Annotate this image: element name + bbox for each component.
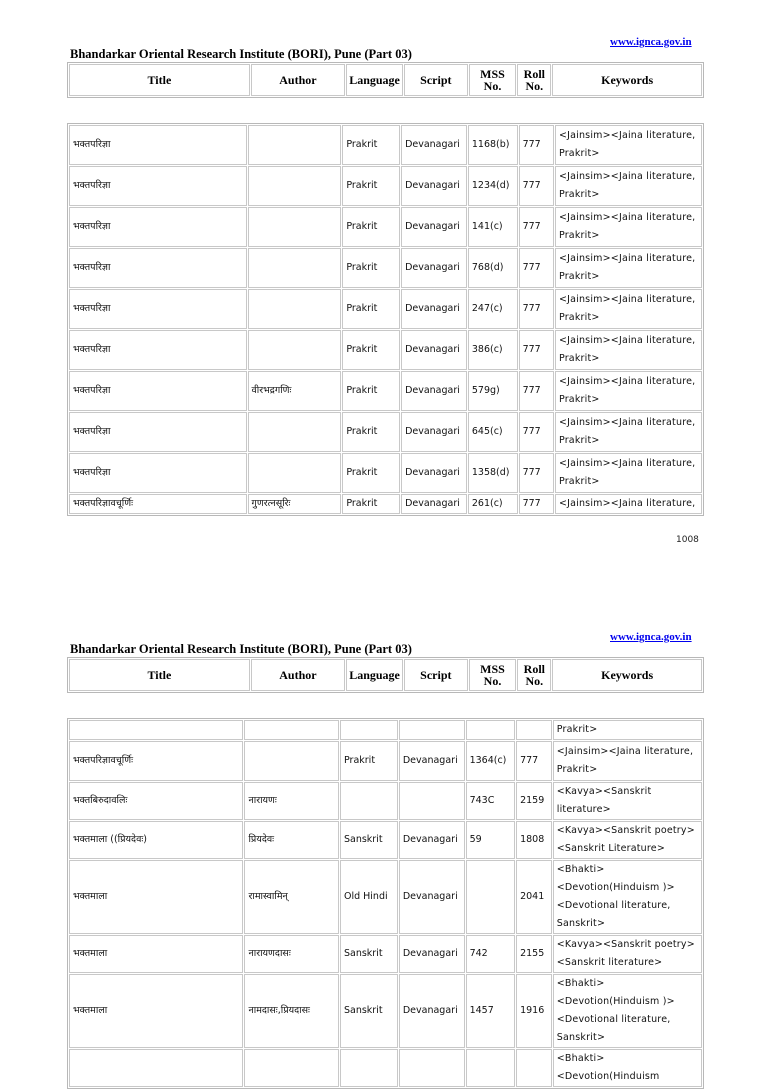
cell-author [248,125,342,165]
cell-author: गुणरत्नसूरिः [248,494,342,514]
cell-title: भक्तपरिज्ञा [69,289,247,329]
cell-language: Prakrit [342,330,400,370]
cell-language: Prakrit [342,289,400,329]
cell-roll: 777 [516,741,552,781]
cell-keywords: <Kavya><Sanskrit poetry><Sanskrit literature> [553,935,702,973]
cell-keywords: <Jainsim><Jaina literature, Prakrit> [555,207,702,247]
cell-language: Prakrit [342,248,400,288]
cell-title: भक्तपरिज्ञा [69,125,247,165]
col-author: Author [251,64,345,96]
cell-keywords: <Jainsim><Jaina literature, Prakrit> [555,166,702,206]
cell-author [248,330,342,370]
data-table [67,718,704,1089]
cell-script: Devanagari [401,371,467,411]
cell-author [248,412,342,452]
column-header-table [67,62,704,98]
table-row [69,166,702,206]
table-row [69,935,702,973]
cell-author [244,741,339,781]
cell-author [248,166,342,206]
col-roll: Roll No. [517,659,551,691]
cell-title: भक्तपरिज्ञा [69,371,247,411]
cell-script [399,720,465,740]
cell-mss: 1364(c) [466,741,516,781]
cell-mss: 247(c) [468,289,518,329]
cell-roll: 777 [519,207,554,247]
cell-script [399,1049,465,1087]
cell-title: भक्तपरिज्ञा [69,330,247,370]
cell-script: Devanagari [401,125,467,165]
cell-language [340,1049,398,1087]
cell-roll: 2155 [516,935,552,973]
cell-mss: 1457 [466,974,516,1048]
cell-keywords: <Jainsim><Jaina literature, Prakrit> [555,371,702,411]
table-row [69,125,702,165]
table-row [69,453,702,493]
cell-roll [516,1049,552,1087]
cell-language: Prakrit [342,125,400,165]
cell-author: प्रियदेवः [244,821,339,859]
cell-language [340,720,398,740]
cell-mss: 141(c) [468,207,518,247]
site-link[interactable]: www.ignca.gov.in [610,631,692,643]
col-script: Script [404,659,468,691]
page-number: 1008 [676,535,699,545]
cell-mss: 261(c) [468,494,518,514]
cell-author: वीरभद्रगणिः [248,371,342,411]
col-title: Title [69,64,250,96]
cell-keywords: <Jainsim><Jaina literature, Prakrit> [555,453,702,493]
cell-author [244,1049,339,1087]
cell-script: Devanagari [401,330,467,370]
cell-roll: 1808 [516,821,552,859]
cell-mss [466,1049,516,1087]
col-keywords: Keywords [552,64,702,96]
cell-language: Old Hindi [340,860,398,934]
cell-language [340,782,398,820]
cell-title: भक्तमाला [69,974,243,1048]
cell-keywords: <Jainsim><Jaina literature, Prakrit> [555,412,702,452]
cell-script: Devanagari [399,741,465,781]
institute-title: Bhandarkar Oriental Research Institute (BORI), Pune (Part 03) [70,642,412,656]
cell-roll: 777 [519,494,554,514]
cell-title: भक्तपरिज्ञा [69,248,247,288]
cell-mss [466,860,516,934]
cell-roll: 777 [519,453,554,493]
cell-author [248,289,342,329]
cell-roll: 777 [519,289,554,329]
cell-roll: 777 [519,412,554,452]
cell-author: रामास्वामिन् [244,860,339,934]
cell-keywords: <Kavya><Sanskrit poetry><Sanskrit Literature> [553,821,702,859]
cell-mss: 579g) [468,371,518,411]
table-row [69,207,702,247]
cell-language: Prakrit [342,453,400,493]
cell-keywords: <Bhakti><Devotion(Hinduism )><Devotional literature, Sanskrit> [553,860,702,934]
cell-script: Devanagari [399,974,465,1048]
cell-keywords: <Bhakti><Devotion(Hinduism )><Devotional literature, Sanskrit> [553,974,702,1048]
cell-roll [516,720,552,740]
cell-title: भक्तपरिज्ञावचूर्णिः [69,741,243,781]
cell-title: भक्तपरिज्ञा [69,412,247,452]
cell-language: Prakrit [342,412,400,452]
cell-mss: 1358(d) [468,453,518,493]
cell-author [248,207,342,247]
col-title: Title [69,659,250,691]
cell-script: Devanagari [401,494,467,514]
cell-language: Prakrit [342,166,400,206]
table-row [69,248,702,288]
table-row [69,974,702,1048]
cell-title: भक्तमाला [69,860,243,934]
cell-roll: 777 [519,371,554,411]
cell-roll: 777 [519,248,554,288]
cell-keywords: <Jainsim><Jaina literature, [555,494,702,514]
col-roll: Roll No. [517,64,551,96]
cell-mss [466,720,516,740]
cell-language: Prakrit [342,207,400,247]
cell-roll: 777 [519,330,554,370]
cell-author: नारायणः [244,782,339,820]
cell-script: Devanagari [399,935,465,973]
cell-mss: 386(c) [468,330,518,370]
cell-roll: 2159 [516,782,552,820]
cell-script [399,782,465,820]
cell-title [69,1049,243,1087]
col-language: Language [346,659,403,691]
cell-title: भक्तपरिज्ञावचूर्णिः [69,494,247,514]
col-author: Author [251,659,345,691]
cell-script: Devanagari [401,166,467,206]
column-header-table [67,657,704,693]
cell-author [248,248,342,288]
table-row [69,1049,702,1087]
table-row [69,741,702,781]
cell-keywords: <Bhakti><Devotion(Hinduism [553,1049,702,1087]
col-script: Script [404,64,468,96]
cell-script: Devanagari [401,207,467,247]
table-row [69,782,702,820]
cell-script: Devanagari [401,248,467,288]
cell-title: भक्तपरिज्ञा [69,166,247,206]
table-row [69,494,702,514]
cell-roll: 1916 [516,974,552,1048]
cell-roll: 777 [519,125,554,165]
col-mss: MSS No. [469,64,517,96]
cell-mss: 743C [466,782,516,820]
cell-mss: 645(c) [468,412,518,452]
cell-script: Devanagari [399,821,465,859]
cell-title: भक्तपरिज्ञा [69,207,247,247]
cell-mss: 768(d) [468,248,518,288]
table-row [69,821,702,859]
cell-roll: 2041 [516,860,552,934]
cell-language: Sanskrit [340,821,398,859]
cell-author [248,453,342,493]
cell-mss: 59 [466,821,516,859]
cell-mss: 1234(d) [468,166,518,206]
cell-language: Sanskrit [340,974,398,1048]
cell-keywords: <Jainsim><Jaina literature, Prakrit> [553,741,702,781]
cell-script: Devanagari [401,453,467,493]
col-mss: MSS No. [469,659,517,691]
table-row [69,289,702,329]
cell-title: भक्तमाला ((प्रियदेवः) [69,821,243,859]
cell-keywords: <Kavya><Sanskrit literature> [553,782,702,820]
col-language: Language [346,64,403,96]
cell-mss: 1168(b) [468,125,518,165]
cell-mss: 742 [466,935,516,973]
cell-language: Prakrit [342,494,400,514]
institute-title: Bhandarkar Oriental Research Institute (BORI), Pune (Part 03) [70,47,412,61]
col-keywords: Keywords [552,659,702,691]
cell-keywords: <Jainsim><Jaina literature, Prakrit> [555,125,702,165]
table-row [69,330,702,370]
cell-author [244,720,339,740]
cell-script: Devanagari [401,412,467,452]
cell-language: Prakrit [340,741,398,781]
cell-roll: 777 [519,166,554,206]
cell-keywords: Prakrit> [553,720,702,740]
cell-language: Sanskrit [340,935,398,973]
cell-title: भक्तपरिज्ञा [69,453,247,493]
cell-keywords: <Jainsim><Jaina literature, Prakrit> [555,289,702,329]
cell-author: नारायणदासः [244,935,339,973]
cell-keywords: <Jainsim><Jaina literature, Prakrit> [555,248,702,288]
cell-title: भक्तबिरुदावलिः [69,782,243,820]
table-row [69,720,702,740]
cell-script: Devanagari [401,289,467,329]
cell-title: भक्तमाला [69,935,243,973]
table-row [69,860,702,934]
cell-author: नामदासः,प्रियदासः [244,974,339,1048]
cell-title [69,720,243,740]
table-row [69,371,702,411]
cell-script: Devanagari [399,860,465,934]
cell-language: Prakrit [342,371,400,411]
data-table [67,123,704,516]
table-row [69,412,702,452]
site-link[interactable]: www.ignca.gov.in [610,36,692,48]
cell-keywords: <Jainsim><Jaina literature, Prakrit> [555,330,702,370]
